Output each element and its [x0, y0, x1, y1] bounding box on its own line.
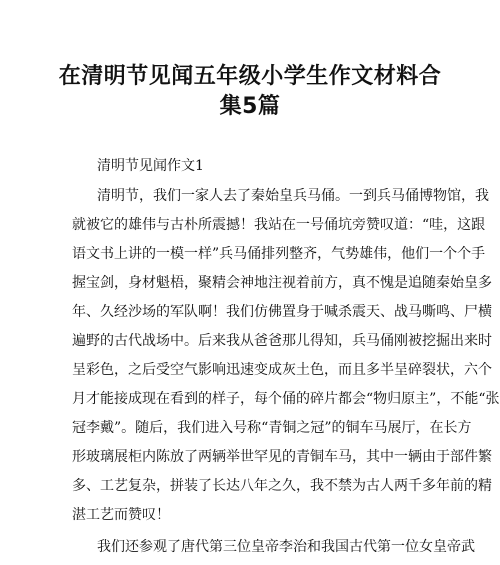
paragraph-line: 握宝剑，身材魁梧，聚精会神地注视着前方，真不愧是追随秦始皇多 [72, 275, 492, 291]
paragraph-line: 就被它的雄伟与古朴所震撼！我站在一号俑坑旁赞叹道：“哇，这跟 [72, 217, 486, 233]
paragraph-line: 呈彩色，之后受空气影响迅速变成灰土色，而且多半呈碎裂状，六个 [72, 362, 492, 378]
section-heading: 清明节见闻作文1 [97, 158, 204, 174]
paragraph-line: 月才能接成现在看到的样子，每个俑的碎片都会“物归原主”，不能“张 [72, 391, 500, 407]
paragraph-line: 语文书上讲的一模一样”兵马俑排列整齐，气势雄伟，他们一个个手 [72, 246, 486, 262]
paragraph-line: 我们还参观了唐代第三位皇帝李治和我国古代第一位女皇帝武 [97, 539, 475, 555]
document-title-line-1: 在清明节见闻五年级小学生作文材料合 [58, 64, 442, 89]
paragraph-line: 年、久经沙场的军队啊！我们仿佛置身于喊杀震天、战马嘶鸣、尸横 [72, 304, 492, 320]
paragraph-line: 多、工艺复杂，拼装了长达八年之久，我不禁为古人两千多年前的精 [72, 478, 492, 494]
document-title-line-2: 集5篇 [219, 94, 281, 119]
paragraph-line: 湛工艺而赞叹！ [72, 507, 170, 523]
paragraph-line: 形玻璃展柜内陈放了两辆举世罕见的青铜车马，其中一辆由于部件繁 [72, 449, 492, 465]
paragraph-line: 清明节，我们一家人去了秦始皇兵马俑。一到兵马俑博物馆，我 [97, 188, 489, 204]
paragraph-line: 遍野的古代战场中。后来我从爸爸那儿得知，兵马俑刚被挖掘出来时 [72, 333, 492, 349]
paragraph-line: 冠李戴”。随后，我们进入号称“青铜之冠”的铜车马展厅，在长方 [72, 420, 472, 436]
